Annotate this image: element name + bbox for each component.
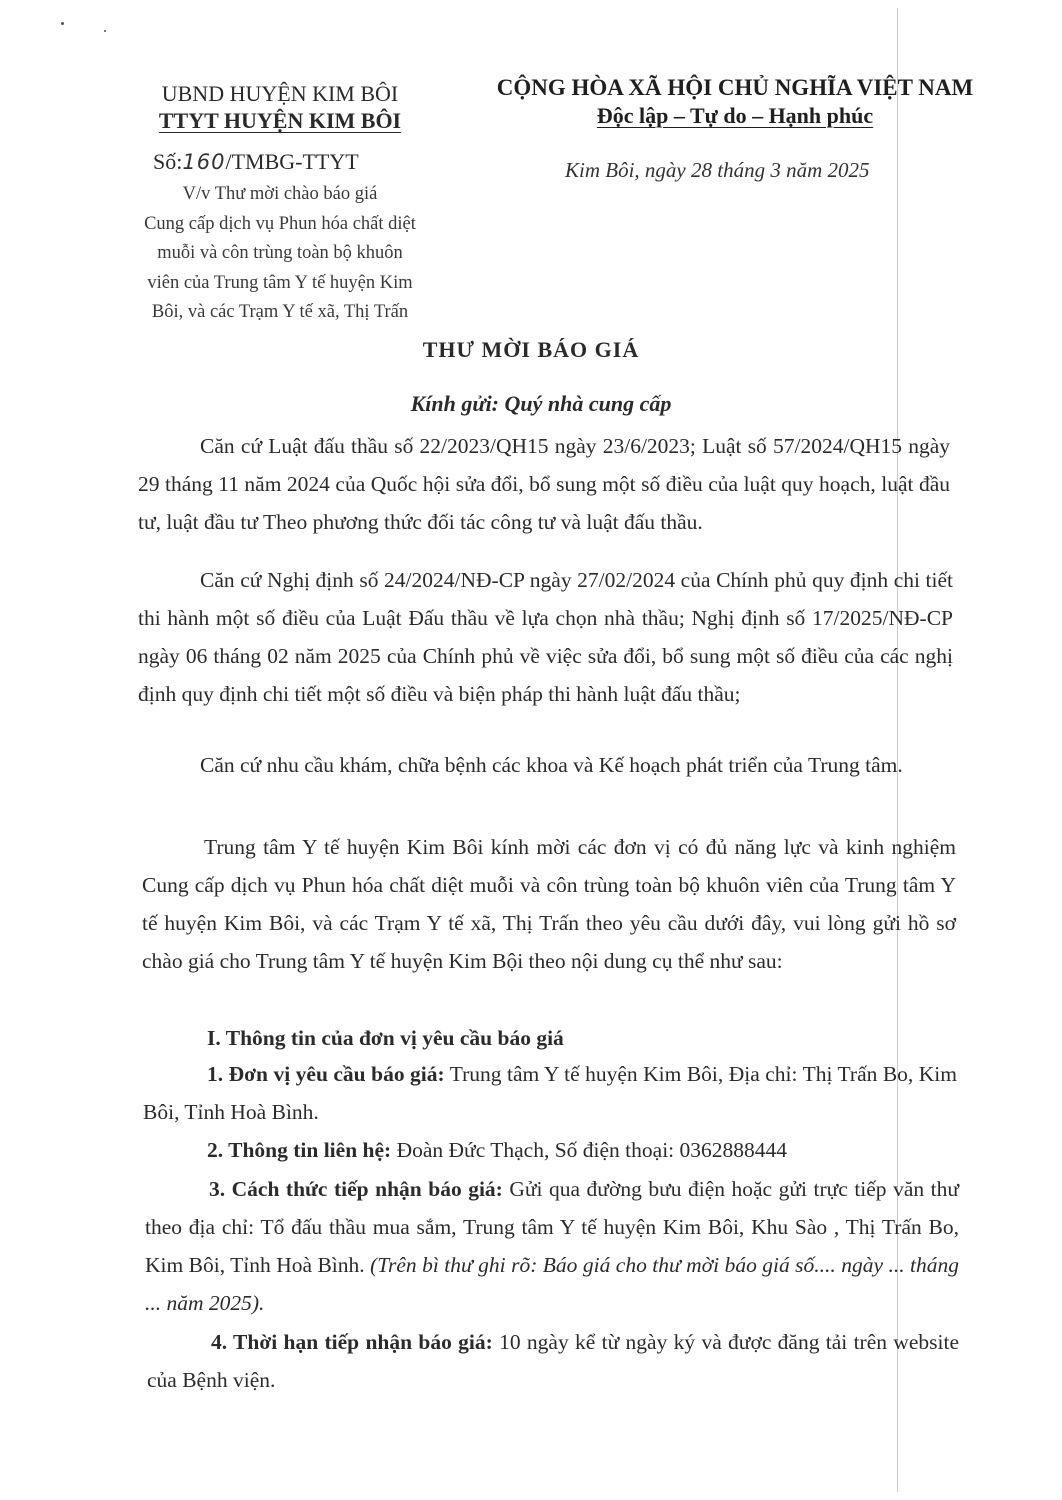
national-motto-text: Độc lập – Tự do – Hạnh phúc: [596, 103, 874, 128]
item-submission-method-note: (Trên bì thư ghi rõ: Báo giá cho thư mời báo giá số.... ngày ... tháng ... năm 2025).: [145, 1253, 959, 1315]
paragraph-legal-basis-2: Căn cứ Nghị định số 24/2024/NĐ-CP ngày 27/02/2024 của Chính phủ quy định chi tiết thi hành một số điều của Luật Đấu thầu về lựa chọn nhà thầu; Nghị định số 17/2025/NĐ-CP ngày 06 tháng 02 năm 2025 của Chính phủ về việc sửa đổi, bổ sung một số điều của các nghị định quy định chi tiết một số điều và biện pháp thi hành luật đấu thầu;: [138, 568, 953, 706]
subject-line: Bôi, và các Trạm Y tế xã, Thị Trấn: [151, 302, 409, 322]
document-number-prefix: Số:: [153, 149, 183, 174]
subject-line: V/v Thư mời chào báo giá: [182, 184, 378, 204]
item-contact-info-text: Đoàn Đức Thạch, Số điện thoại: 0362888444: [391, 1138, 788, 1162]
org-name-district: UBND HUYỆN KIM BÔI: [161, 81, 399, 106]
country-name: CỘNG HÒA XÃ HỘI CHỦ NGHĨA VIỆT NAM: [496, 75, 974, 100]
subject-line: Cung cấp dịch vụ Phun hóa chất diệt: [144, 213, 416, 234]
subject-line: muỗi và côn trùng toàn bộ khuôn: [157, 243, 403, 263]
org-name-center: [80, 107, 480, 135]
paragraph-legal-basis-3: Căn cứ nhu cầu khám, chữa bệnh các khoa và Kế hoạch phát triển của Trung tâm.: [200, 753, 903, 777]
document-number: [153, 149, 359, 175]
subject-block: [100, 180, 460, 328]
paragraph-legal-basis-1: Căn cứ Luật đấu thầu số 22/2023/QH15 ngày 23/6/2023; Luật số 57/2024/QH15 ngày 29 tháng 11 năm 2024 của Quốc hội sửa đổi, bổ sung một số điều của luật quy hoạch, luật đầu tư, luật đầu tư Theo phương thức đối tác công tư và luật đấu thầu.: [138, 434, 950, 534]
document-title: THƯ MỜI BÁO GIÁ: [422, 337, 640, 362]
item-requesting-unit-label: 1. Đơn vị yêu cầu báo giá:: [207, 1062, 445, 1086]
org-name-center-text: TTYT HUYỆN KIM BÔI: [158, 108, 402, 133]
scan-speck: [104, 30, 106, 32]
item-submission-method-text: Gửi qua đường bưu điện hoặc gửi trực tiếp văn thư theo địa chỉ: Tổ đấu thầu mua sắm, Trung tâm Y tế huyện Kim Bôi, Khu Sào , Thị Trấn Bo, Kim Bôi, Tỉnh Hoà Bình.: [145, 1177, 959, 1277]
item-submission-deadline-label: 4. Thời hạn tiếp nhận báo giá:: [211, 1330, 493, 1354]
item-submission-deadline: [147, 1323, 959, 1399]
item-submission-deadline-text: 10 ngày kể từ ngày ký và được đăng tải trên website của Bệnh viện.: [147, 1330, 959, 1392]
national-motto: [470, 101, 1000, 131]
item-submission-method: [145, 1170, 959, 1322]
document-number-suffix: /TMBG-TTYT: [225, 149, 359, 174]
issue-date: Kim Bôi, ngày 28 tháng 3 năm 2025: [565, 158, 870, 182]
paragraph-invitation: Trung tâm Y tế huyện Kim Bôi kính mời các đơn vị có đủ năng lực và kinh nghiệm Cung cấp dịch vụ Phun hóa chất diệt muỗi và côn trùng toàn bộ khuôn viên của Trung tâm Y tế huyện Kim Bôi, và các Trạm Y tế xã, Thị Trấn theo yêu cầu dưới đây, vui lòng gửi hồ sơ chào giá cho Trung tâm Y tế huyện Kim Bội theo nội dung cụ thể như sau:: [142, 835, 956, 973]
item-submission-method-label: 3. Cách thức tiếp nhận báo giá:: [209, 1177, 503, 1201]
subject-line: viên của Trung tâm Y tế huyện Kim: [147, 272, 413, 293]
item-contact-info: [143, 1131, 957, 1169]
item-requesting-unit: [143, 1055, 957, 1131]
handwritten-number: 160: [182, 150, 226, 174]
item-contact-info-label: 2. Thông tin liên hệ:: [207, 1138, 392, 1162]
section-1-heading: I. Thông tin của đơn vị yêu cầu báo giá: [207, 1026, 564, 1050]
item-requesting-unit-text: Trung tâm Y tế huyện Kim Bôi, Địa chỉ: Thị Trấn Bo, Kim Bôi, Tỉnh Hoà Bình.: [143, 1062, 957, 1124]
scan-speck: [61, 22, 64, 25]
greeting: Kính gửi: Quý nhà cung cấp: [410, 391, 672, 416]
